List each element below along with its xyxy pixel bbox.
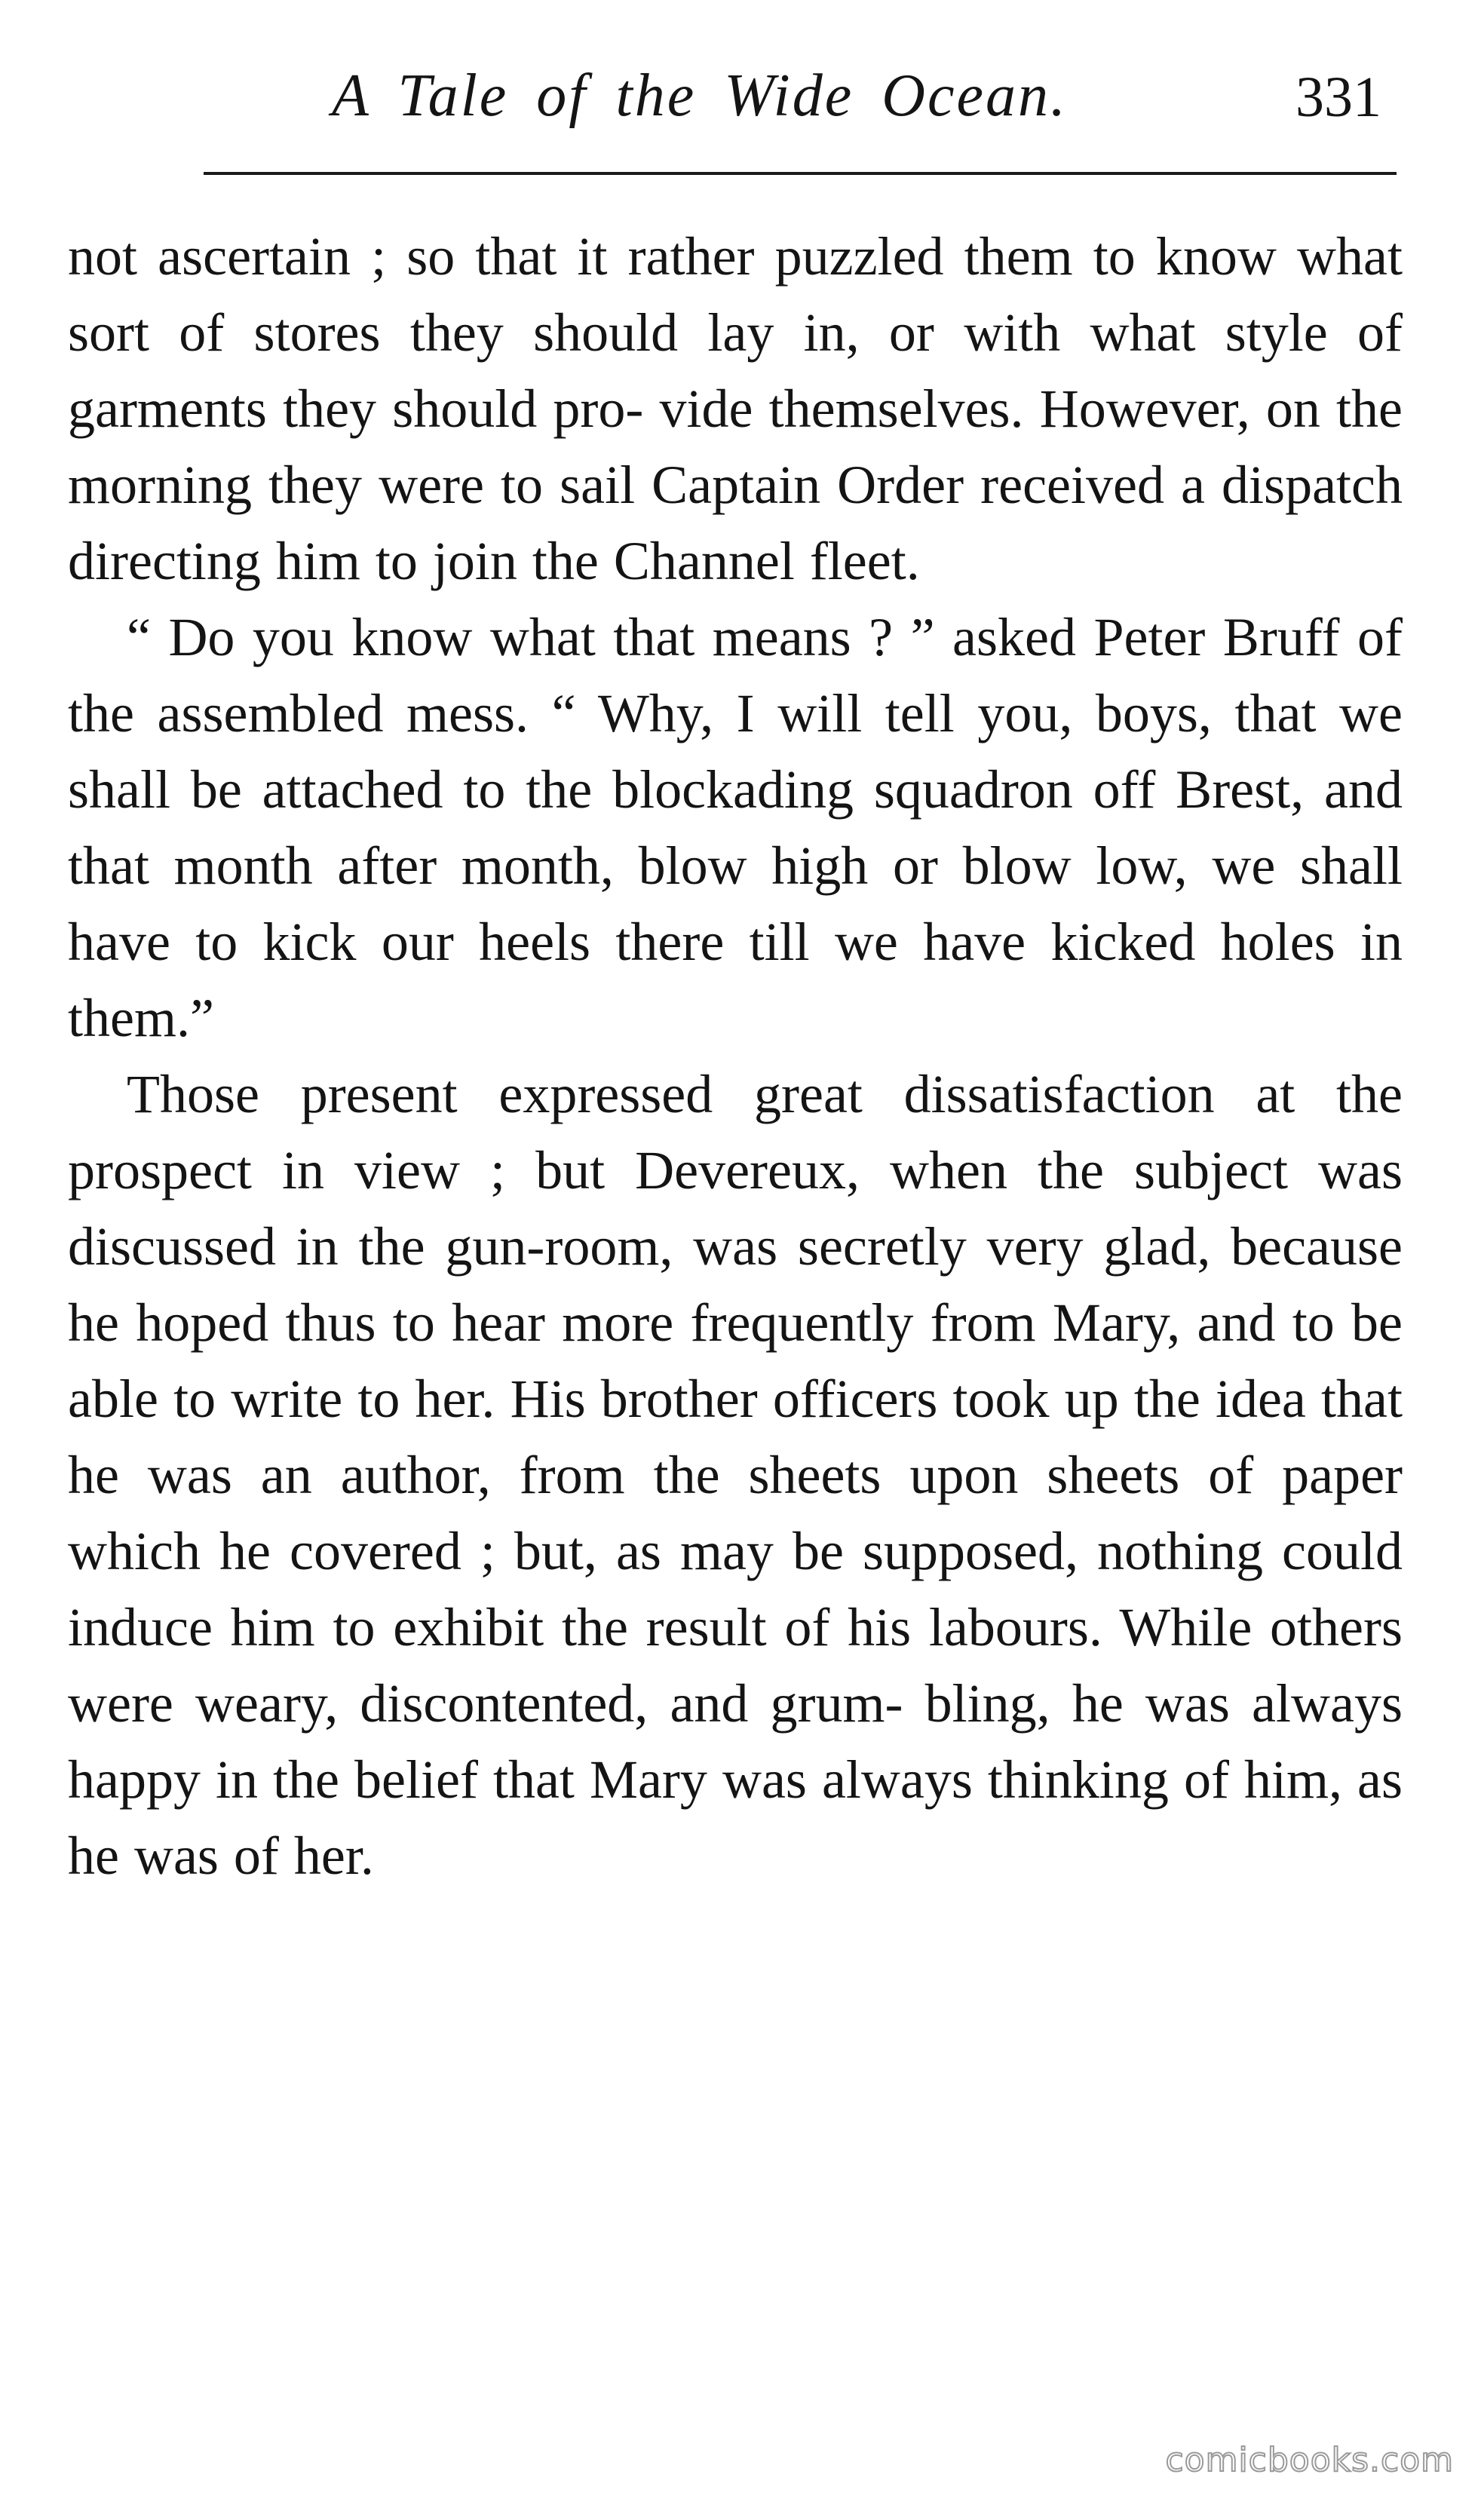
paragraph-2: “ Do you know what that means ? ” asked Peter Bruff of the assembled mess. “ Why, I will tell you, boys, that we shall be attached to the blockading squadron off Brest, and that month after month, blow high or blow low, we shall have to kick our heels there till we have kicked holes in them.” (68, 607, 1403, 1048)
running-header (226, 62, 1425, 160)
paragraph-1: not ascertain ; so that it rather puzzled them to know what sort of stores they should lay in, or with what style of garments they should pro- vide themselves. However, on the morning they were to sail Captain Order received a dispatch directing him to join the Channel fleet. (68, 226, 1403, 591)
paragraph-3: Those present expressed great dissatisfaction at the prospect in view ; but Devereux, when the subject was discussed in the gun-room, was secretly very glad, because he hoped thus to hear more frequently from Mary, and to be able to write to her. His brother officers took up the idea that he was an author, from the sheets upon sheets of paper which he covered ; but, as may be supposed, nothing could induce him to exhibit the result of his labours. While others were weary, discontented, and grum- bling, he was always happy in the belief that Mary was always thinking of him, as he was of her. (68, 1064, 1403, 1886)
body-text (68, 219, 1403, 1894)
page-number: 331 (1295, 66, 1381, 129)
running-title: A Tale of the Wide Ocean. (332, 63, 1069, 129)
header-rule (204, 172, 1397, 175)
watermark: comicbooks.com (1165, 2441, 1454, 2479)
